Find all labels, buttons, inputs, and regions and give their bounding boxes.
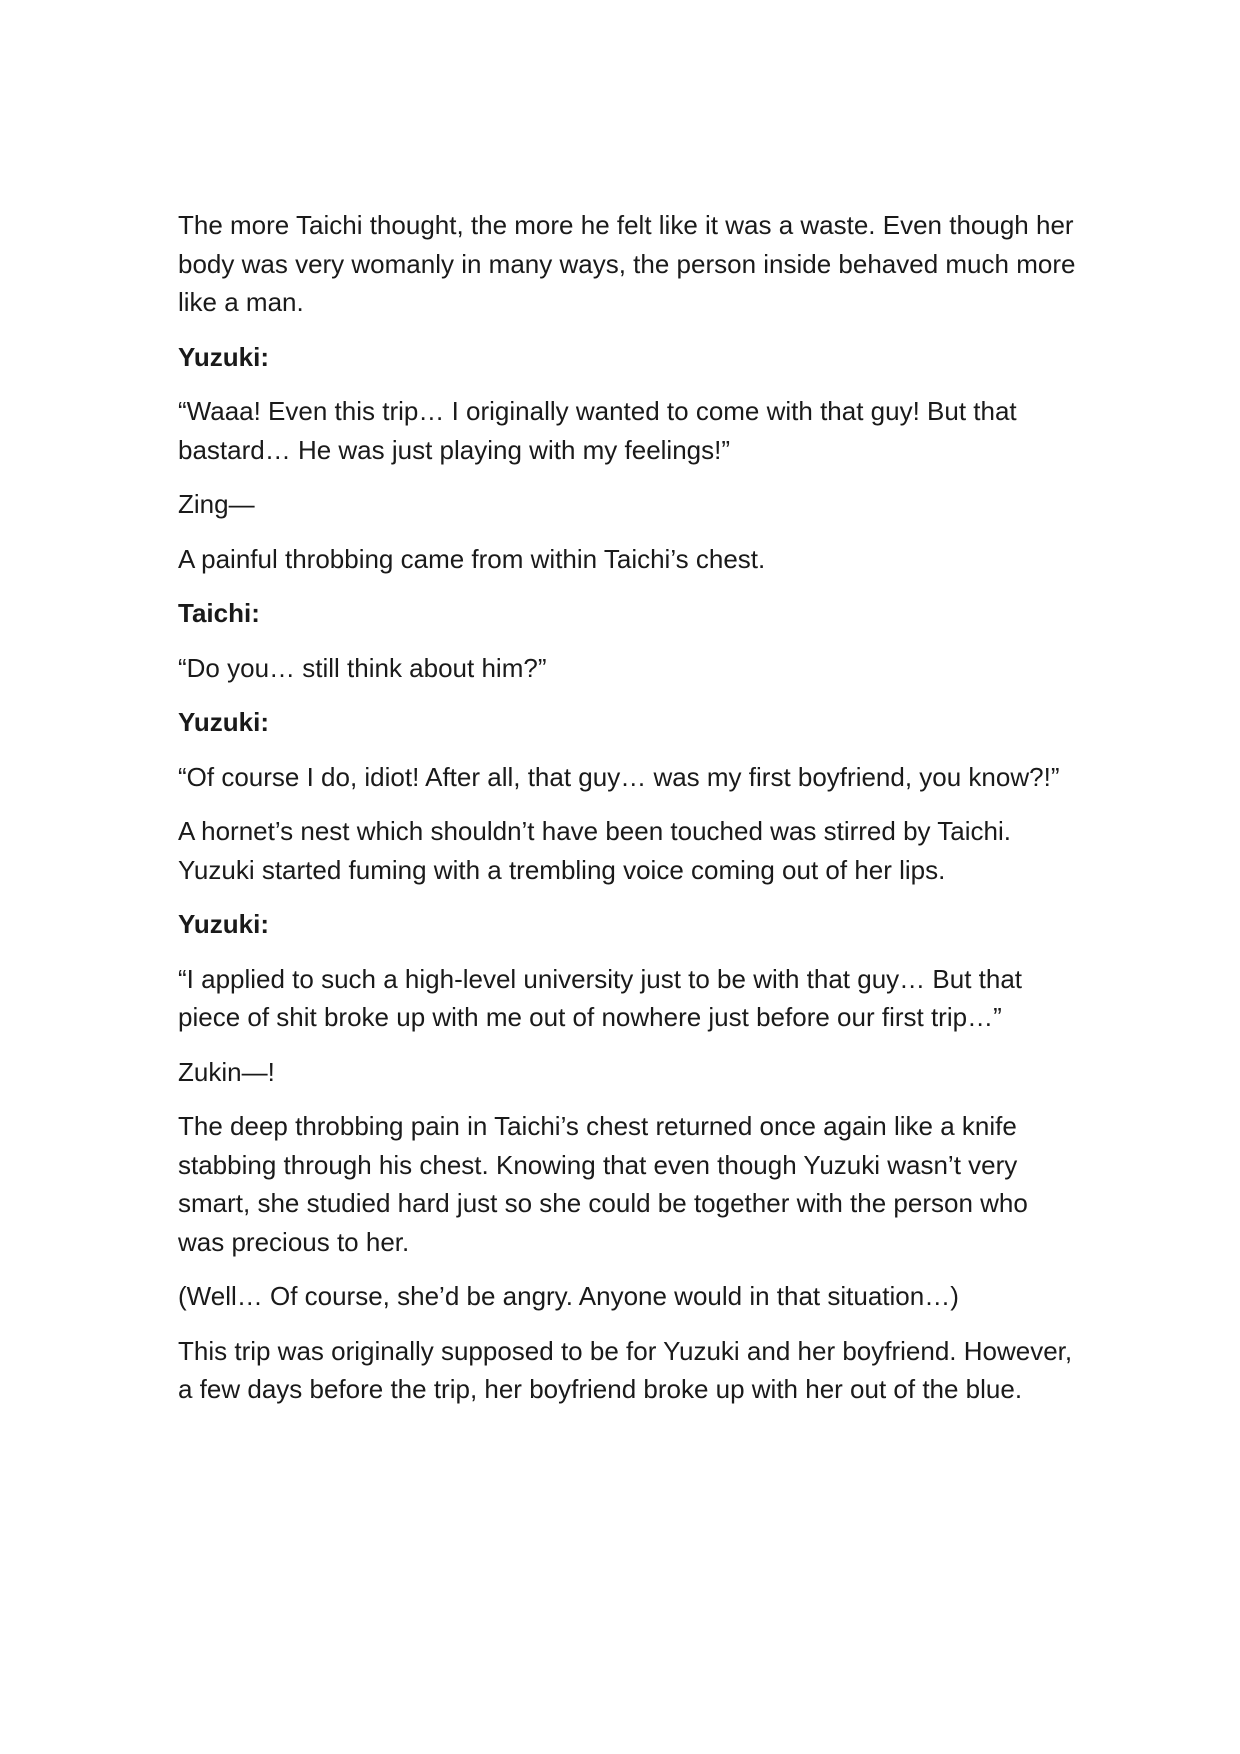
speaker-name: Taichi: [178,598,260,628]
narration-paragraph: The more Taichi thought, the more he felt like it was a waste. Even though her body was very womanly in many ways, the person inside behaved much more like a man. [178,210,1076,317]
speaker-name: Yuzuki: [178,707,270,737]
dialogue-line: “Waaa! Even this trip… I originally wanted to come with that guy! But that bastard… He was just playing with my feelings!” [178,396,1017,465]
narration-paragraph: This trip was originally supposed to be for Yuzuki and her boyfriend. However, a few days before the trip, her boyfriend broke up with her out of the blue. [178,1335,1073,1404]
narration-paragraph: The deep throbbing pain in Taichi’s chest returned once again like a knife stabbing through his chest. Knowing that even though Yuzuki wasn’t very smart, she studied hard just so she could be together with the person who was precious to her. [178,1111,1028,1257]
sound-effect: Zukin—! [178,1056,275,1087]
narration-paragraph: A painful throbbing came from within Taichi’s chest. [178,543,766,574]
dialogue-line: “I applied to such a high-level university just to be with that guy… But that piece of shit broke up with me out of nowhere just before our first trip…” [178,963,1023,1032]
dialogue-line: “Of course I do, idiot! After all, that guy… was my first boyfriend, you know?!” [178,761,1060,792]
dialogue-line: “Do you… still think about him?” [178,652,547,683]
sound-effect: Zing— [178,489,255,519]
inner-thought: (Well… Of course, she’d be angry. Anyone would in that situation…) [178,1281,959,1311]
document-body [178,206,1078,1425]
narration-paragraph: A hornet’s nest which shouldn’t have been touched was stirred by Taichi. Yuzuki started fuming with a trembling voice coming out of her lips. [178,816,1011,885]
speaker-name: Yuzuki: [178,341,270,372]
speaker-name: Yuzuki: [178,909,270,939]
